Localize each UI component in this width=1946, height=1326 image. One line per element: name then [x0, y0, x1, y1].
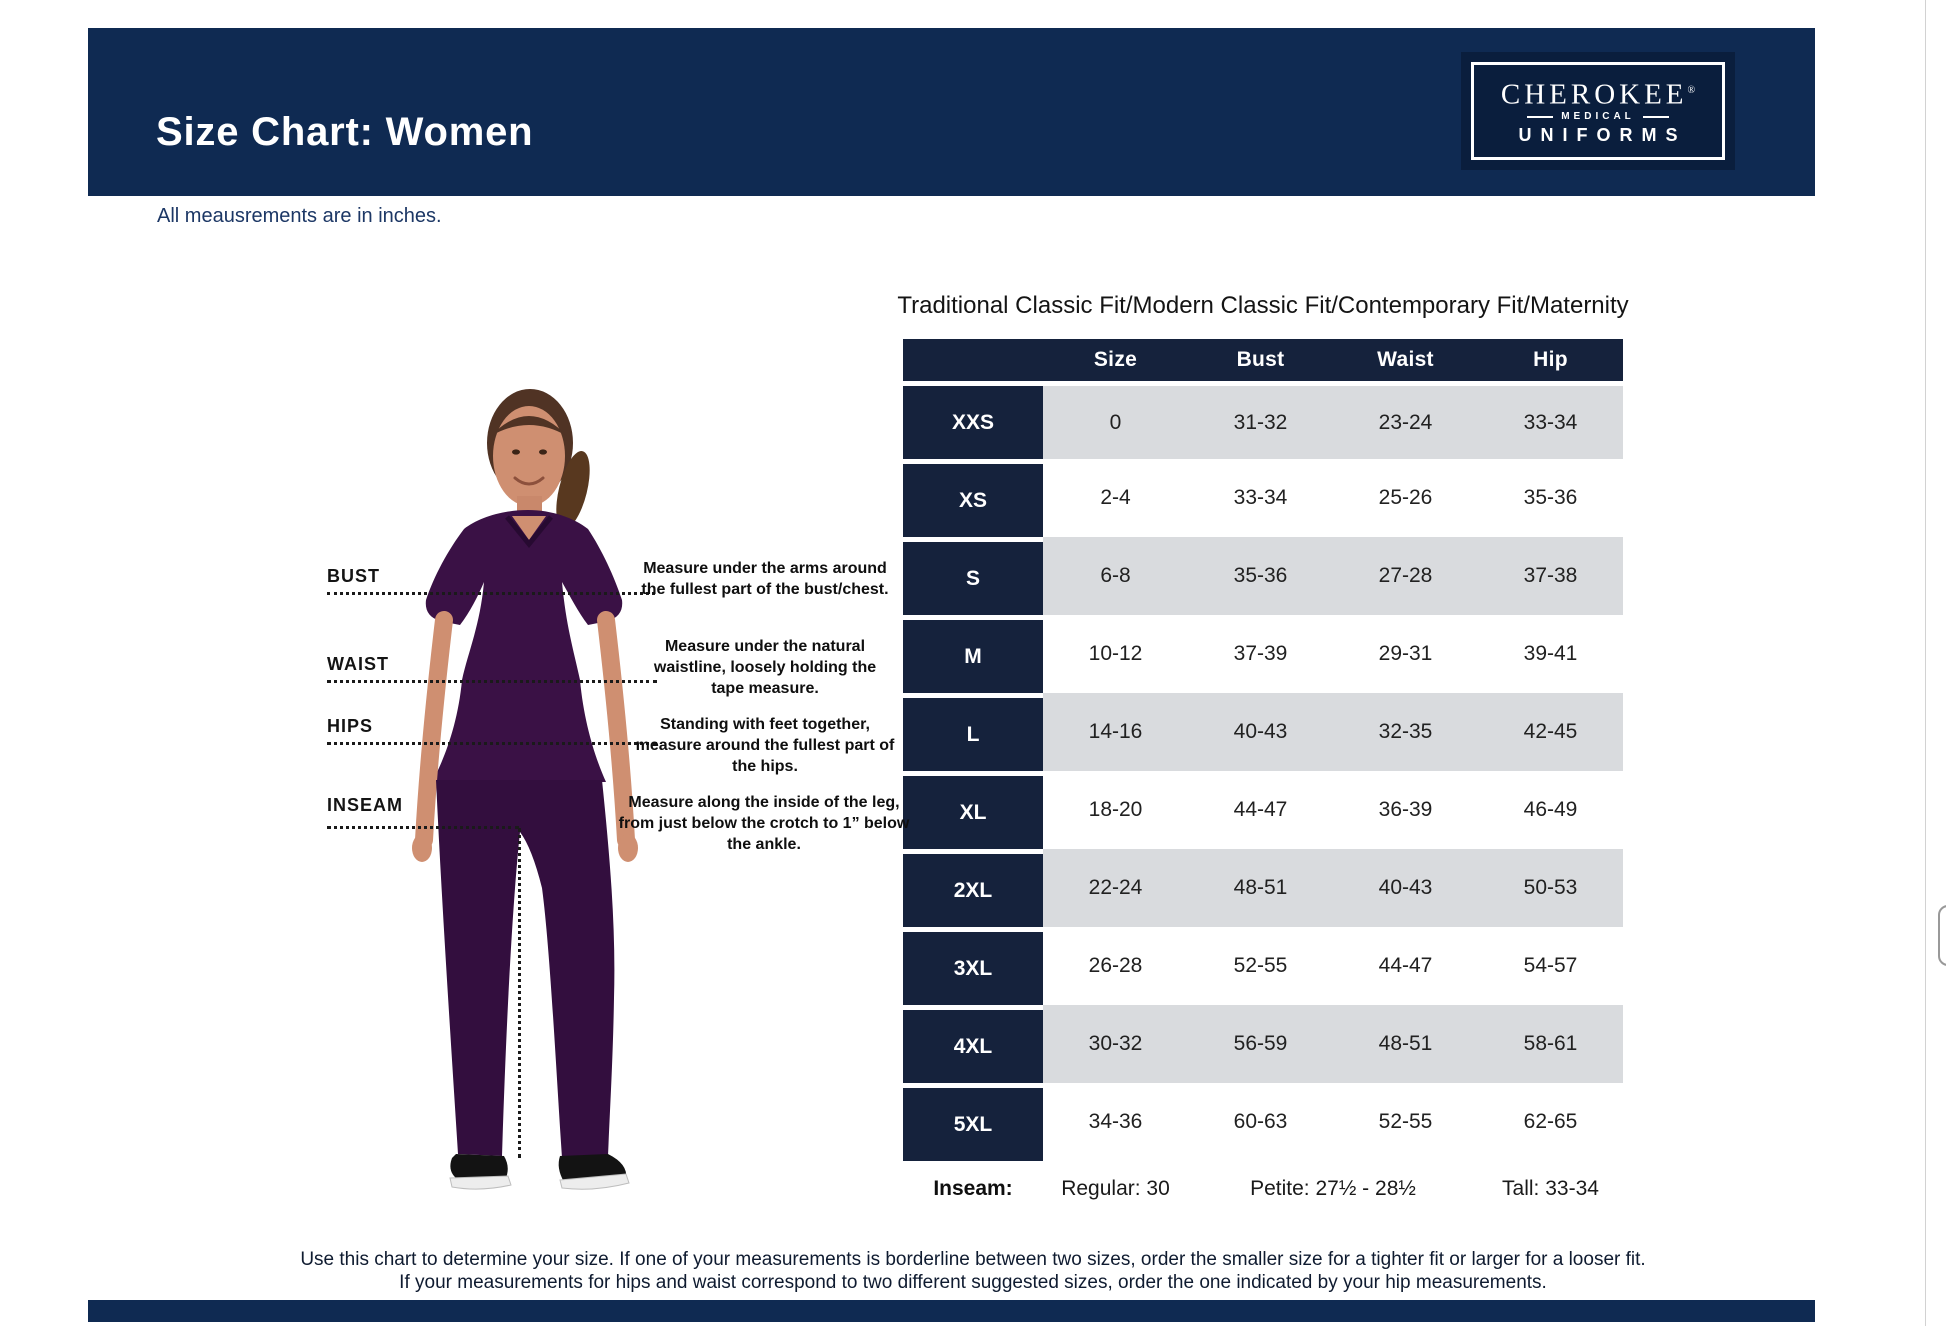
table-cell: 33-34 — [1188, 459, 1333, 537]
table-cell: 31-32 — [1188, 381, 1333, 459]
registered-trademark-symbol: ® — [1687, 84, 1696, 96]
left-shoe-sole — [450, 1176, 511, 1189]
bust-label: BUST — [327, 566, 380, 586]
table-cell: 40-43 — [1333, 849, 1478, 927]
table-cell: 44-47 — [1188, 771, 1333, 849]
row-label-l: L — [903, 693, 1043, 771]
row-label-xxs: XXS — [903, 381, 1043, 459]
column-header-size: Size — [1043, 339, 1188, 381]
table-cell: 25-26 — [1333, 459, 1478, 537]
row-label-xl: XL — [903, 771, 1043, 849]
waist-label: WAIST — [327, 654, 389, 674]
brand-subtitle — [1527, 111, 1669, 122]
size-table-title: Traditional Classic Fit/Modern Classic Fit/Contemporary Fit/Maternity — [897, 292, 1629, 319]
inseam-vertical-guide-line — [518, 828, 521, 1158]
waist-description: Measure under the natural waistline, loosely holding the tape measure. — [653, 638, 877, 697]
table-cell: 0 — [1043, 381, 1188, 459]
units-note: All meausrements are in inches. — [157, 205, 442, 227]
column-header-bust: Bust — [1188, 339, 1333, 381]
brand-wordmark: UNIFORMS — [1518, 125, 1687, 146]
inseam-row — [903, 1166, 1623, 1212]
bottom-rule-bar — [88, 1300, 1815, 1322]
table-cell: 58-61 — [1478, 1005, 1623, 1083]
footer-line-2: If your measurements for hips and waist correspond to two different suggested sizes, order the one indicated by your hip measurements. — [399, 1272, 1547, 1293]
table-cell: 36-39 — [1333, 771, 1478, 849]
bust-guide-line — [327, 592, 655, 595]
table-cell: 37-39 — [1188, 615, 1333, 693]
table-cell: 22-24 — [1043, 849, 1188, 927]
inseam-guide-line — [327, 826, 519, 829]
table-cell: 52-55 — [1333, 1083, 1478, 1161]
brand-logo — [1461, 52, 1735, 170]
table-cell: 42-45 — [1478, 693, 1623, 771]
table-cell: 54-57 — [1478, 927, 1623, 1005]
table-corner-cell — [903, 339, 1043, 381]
inseam-regular: Regular: 30 — [1061, 1177, 1170, 1200]
table-cell: 2-4 — [1043, 459, 1188, 537]
dash-rule-right — [1643, 116, 1669, 118]
table-cell: 60-63 — [1188, 1083, 1333, 1161]
table-cell: 48-51 — [1333, 1005, 1478, 1083]
table-cell: 50-53 — [1478, 849, 1623, 927]
table-cell: 23-24 — [1333, 381, 1478, 459]
row-label-m: M — [903, 615, 1043, 693]
page-title: Size Chart: Women — [156, 110, 534, 154]
row-label-3xl: 3XL — [903, 927, 1043, 1005]
inseam-row-label: Inseam: — [933, 1177, 1013, 1200]
table-cell: 46-49 — [1478, 771, 1623, 849]
table-cell: 14-16 — [1043, 693, 1188, 771]
size-table — [903, 339, 1623, 1161]
row-label-2xl: 2XL — [903, 849, 1043, 927]
column-header-waist: Waist — [1333, 339, 1478, 381]
right-eye — [539, 449, 547, 454]
hips-description: Standing with feet together, measure around the fullest part of the hips. — [635, 716, 895, 775]
table-cell: 33-34 — [1478, 381, 1623, 459]
table-cell: 34-36 — [1043, 1083, 1188, 1161]
row-label-5xl: 5XL — [903, 1083, 1043, 1161]
brand-subtitle-text: MEDICAL — [1561, 111, 1635, 123]
table-cell: 56-59 — [1188, 1005, 1333, 1083]
inseam-tall: Tall: 33-34 — [1502, 1177, 1599, 1200]
hips-label: HIPS — [327, 716, 374, 736]
dash-rule-left — [1527, 116, 1553, 118]
row-label-4xl: 4XL — [903, 1005, 1043, 1083]
table-cell: 35-36 — [1188, 537, 1333, 615]
table-cell: 10-12 — [1043, 615, 1188, 693]
header-banner — [88, 28, 1815, 196]
inseam-description: Measure along the inside of the leg, from just below the crotch to 1” below the ankle. — [618, 794, 910, 853]
table-cell: 35-36 — [1478, 459, 1623, 537]
footer-line-1: Use this chart to determine your size. If one of your measurements is borderline between two sizes, order the smaller size for a tighter fit or larger for a looser fit. — [300, 1249, 1646, 1270]
table-cell: 52-55 — [1188, 927, 1333, 1005]
table-cell: 40-43 — [1188, 693, 1333, 771]
table-cell: 48-51 — [1188, 849, 1333, 927]
table-cell: 39-41 — [1478, 615, 1623, 693]
inseam-label: INSEAM — [327, 795, 404, 815]
table-cell: 30-32 — [1043, 1005, 1188, 1083]
table-cell: 6-8 — [1043, 537, 1188, 615]
scrub-pants — [436, 780, 614, 1158]
waist-guide-line — [327, 680, 657, 683]
brand-logo-frame — [1471, 62, 1725, 160]
scrollbar-thumb[interactable] — [1938, 905, 1946, 966]
left-hand — [412, 834, 432, 862]
row-label-xs: XS — [903, 459, 1043, 537]
table-cell: 62-65 — [1478, 1083, 1623, 1161]
window-edge-divider — [1925, 0, 1926, 1326]
table-cell: 26-28 — [1043, 927, 1188, 1005]
left-eye — [512, 449, 520, 454]
column-header-hip: Hip — [1478, 339, 1623, 381]
table-cell: 27-28 — [1333, 537, 1478, 615]
brand-name — [1501, 77, 1695, 109]
table-cell: 18-20 — [1043, 771, 1188, 849]
table-cell: 37-38 — [1478, 537, 1623, 615]
table-cell: 44-47 — [1333, 927, 1478, 1005]
inseam-petite: Petite: 27½ - 28½ — [1250, 1177, 1416, 1200]
table-cell: 32-35 — [1333, 693, 1478, 771]
hips-guide-line — [327, 742, 657, 745]
brand-name-text: CHEROKEE — [1500, 78, 1688, 111]
row-label-s: S — [903, 537, 1043, 615]
table-cell: 29-31 — [1333, 615, 1478, 693]
bust-description: Measure under the arms around the fullest part of the bust/chest. — [641, 560, 889, 598]
